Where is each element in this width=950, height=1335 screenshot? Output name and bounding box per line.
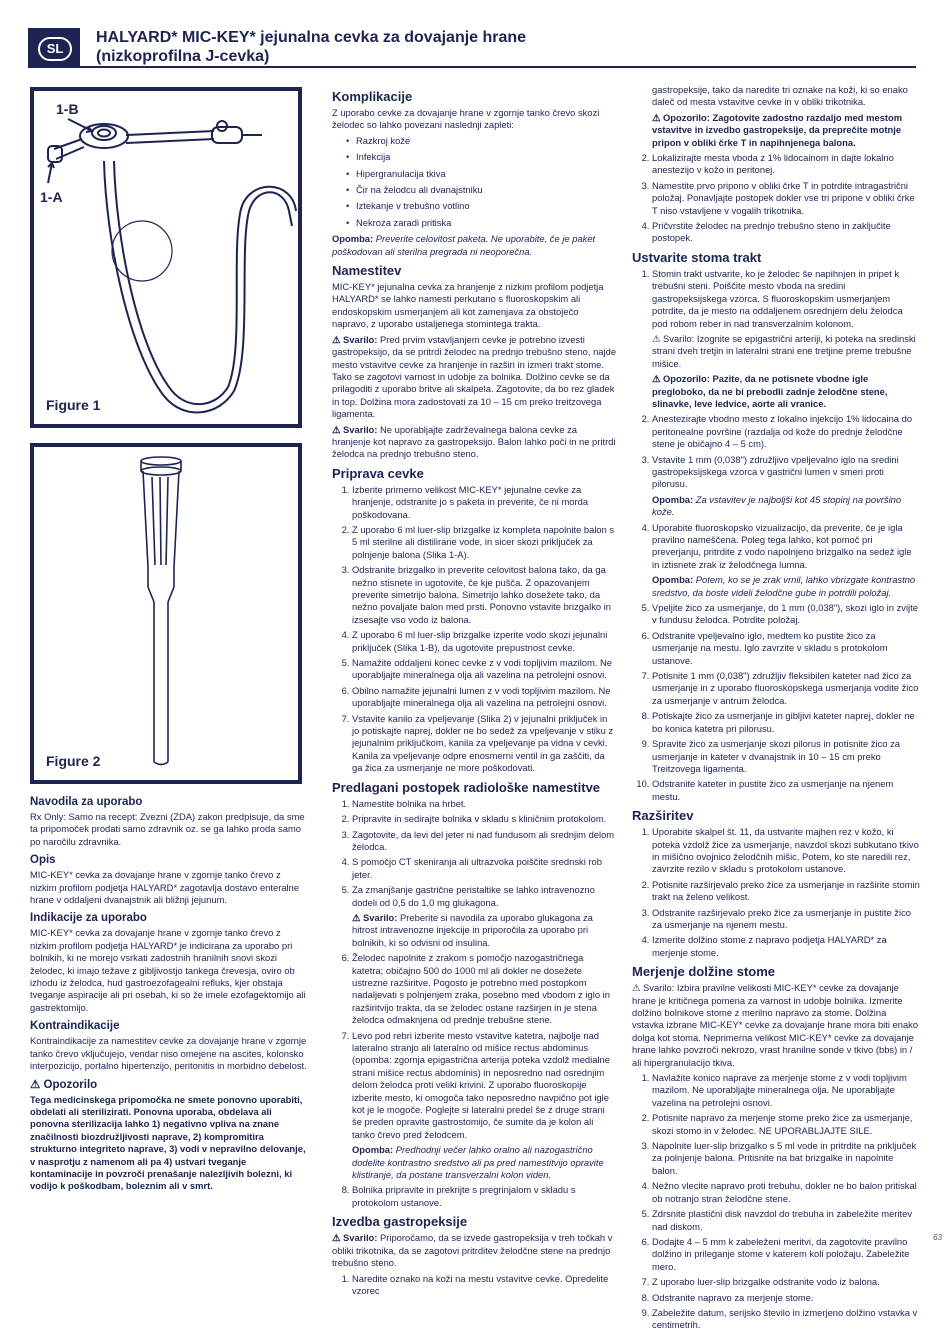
jejunal-tube-illustration — [34, 91, 298, 424]
list-item: 1. Uporabite skalpel št. 11, da ustvarite majhen rez v kožo, ki poteka vzdolž žice za usmerjanje, navzdol skozi subkutano tkivo in mišično ovojnico želodčnih mišic. Potem, ko ste naredili rez, zavrzite rezilo v skladu s protokolom ustanove. — [652, 826, 920, 876]
warning-glukagon — [332, 912, 617, 949]
list-item: 3. Odstranite razširjevalo preko žice za usmerjanje in pustite žico za usmerjanje na njenem mestu. — [652, 907, 920, 932]
note-kontrast — [332, 1144, 617, 1181]
list-item: 6. Obilno namažite jejunalni lumen z v vodi topljivim mazilom. Ne uporabljajte mineralnega olja ali vazelina na petrolejni osnovi. — [352, 685, 617, 710]
warning-igla: ⚠ Opozorilo: Pazite, da ne potisnete vbodne igle pregloboko, da ne bi prebodli zadnje želodčne stene, slinavke, leve ledvice, aorte ali vranice. — [652, 373, 888, 409]
list-item: 5. Za zmanjšanje gastrične peristaltike se lahko intravenozno dodeli od 0,5 do 1,0 mg glukagona. — [352, 884, 617, 909]
heading-komplikacije: Komplikacije — [332, 89, 413, 104]
list-item: 4. Izmerite dolžino stome z napravo podjetja HALYARD* za merjenje stome. — [652, 934, 920, 959]
warning-label: ⚠ Svarilo: — [352, 911, 398, 923]
list-item: 3. Namestite prvo pripono v obliki črke T in potrdite intragastrični položaj. Ponavljajte postopek dokler vse tri pripone v obliki črke T niso vstavljene v vogalih trikotnika. — [652, 180, 920, 217]
list-item: 1. Stomin trakt ustvarite, ko je želodec še napihnjen in pripet k trebušni steni. Poiščite mesto vboda na sredini gastropeksijskega vzorca. S fluoroskopskim usmerjanjem potrdite, da je mesto na oddaljenem osrednjem delu želodca pod robom reber in nad transverzalnim kolonom. — [652, 268, 920, 330]
list-item: 7. Z uporabo luer-slip brizgalke odstranite vodo iz balona. — [652, 1276, 920, 1288]
heading-kontraindikacije: Kontraindikacije — [30, 1020, 120, 1033]
text-gastropeksija-cont: gastropeksije, tako da naredite tri oznake na koži, ki so enako daleč od mesta vstavitve cevke in v obliki trikotnika. — [652, 84, 908, 108]
list-item: 4. Pričvrstite želodec na prednjo trebušno steno in zaključite postopek. — [652, 220, 920, 245]
title-line-1: HALYARD* MIC-KEY* jejunalna cevka za dovajanje hrane — [96, 29, 527, 46]
text-komplikacije: Z uporabo cevke za dovajanje hrane v zgornje tanko črevo skozi želodec so lahko povezani naslednji zapleti: — [332, 107, 600, 131]
list-item: 10. Odstranite kateter in pustite žico za usmerjanje na njenem mestu. — [652, 778, 920, 803]
list-item: • Čir na želodcu ali dvanajstniku — [356, 184, 617, 196]
figure-1-box — [30, 87, 302, 428]
note-label: Opomba: — [352, 1144, 394, 1156]
list-item: 4. Z uporabo 6 ml luer-slip brizgalke izperite vodo skozi jejunalni priključek (Slika 1-B), da ugotovite prepustnost cevke. — [352, 629, 617, 654]
list-item: • Infekcija — [356, 151, 617, 163]
list-item: 8. Potiskajte žico za usmerjanje in gibljivi kateter naprej, dokler ne bo konica katetra pri pilorusu. — [652, 710, 920, 735]
list-item: 3. Odstranite brizgalko in preverite celovitost balona tako, da ga nežno stisnete in ugotovite, če kje pušča. Z opazovanjem preverite simetrijo balona. Simetrijo lahko dosežete tako, da nežno povaljate balon med prsti. Ponovno vstavite brizgalko in izsesajte vso vodo iz balona. — [352, 564, 617, 626]
list-razsiritev — [632, 826, 920, 959]
heading-namestitev: Namestitev — [332, 263, 402, 279]
column-1 — [30, 790, 308, 1196]
list-item: 1. Navlažite konico naprave za merjenje stome z v vodi topljivim mazilom. Ne uporabljajte mineralnega olja. Ne uporabljajte vazelina na petrolejni osnovi. — [652, 1072, 920, 1109]
list-radioloska — [332, 798, 617, 909]
heading-opis: Opis — [30, 854, 56, 867]
list-item: 2. Pripravite in sedirajte bolnika v skladu s kliničnim protokolom. — [352, 813, 617, 825]
note-text: Preverite celovitost paketa. Ne uporabite, če je paket poškodovan ali sterilna pregrada ni neoporečna. — [332, 233, 596, 257]
warning-arterija: ⚠ Svarilo: Izognite se epigastrični arteriji, ki poteka na sredinski strani dveh tretjin in lateralni strani ene tretjine preme trebušne mišice. — [652, 332, 916, 369]
text-opis: MIC-KEY* cevka za dovajanje hrane v zgornje tanko črevo z nizkim profilom podjetja HALYARD* zagotavlja dostavo enteralne hrane v oddaljeni dvanajstnik ali bližnji jejunum. — [30, 869, 300, 906]
list-item: 2. Potisnite napravo za merjenje stome preko žice za usmerjanje, skozi stomo in v želodec. NE UPORABLJAJTE SILE. — [652, 1112, 920, 1137]
warning-label: ⚠ Svarilo: — [332, 423, 378, 435]
list-item: 4. Nežno vlecite napravo proti trebuhu, dokler ne bo balon pritiskal ob notranjo stran želodčne stene. — [652, 1180, 920, 1205]
column-2 — [332, 84, 617, 1300]
list-item: 9. Spravite žico za usmerjanje skozi pilorus in potisnite žico za usmerjanje in kateter v dvanajstnik in 10 – 15 cm preko Treitzovega ligamenta. — [652, 738, 920, 775]
list-item: 6. Dodajte 4 – 5 mm k zabeleženi meritvi, da zagotovite pravilno dolžino in prileganje stome v katerem koli položaju. Zabeležite mero. — [652, 1236, 920, 1273]
list-item: 7. Vstavite kanilo za vpeljevanje (Slika 2) v jejunalni priključek in jo potiskajte naprej, dokler ne bo sedež za vpeljevanje v stiku z jejunalnim priključkom, kanila za vpeljevanje pa vidna v cevki. Kanila za vpeljevanje odpre enosmerni ventil in ga zaščiti, da ga žica za usmerjanje ne more poškodovati. — [352, 713, 617, 775]
list-stoma-2 — [632, 413, 920, 490]
note-label: Opomba: — [652, 493, 694, 505]
list-stoma — [632, 268, 920, 330]
list-item: 2. Lokalizirajte mesta vboda z 1% lidocainom in dajte lokalno anestezijo v kožo in peritonej. — [652, 152, 920, 177]
warning-gastropeksija-tocke — [332, 1232, 617, 1269]
list-priprava — [332, 484, 617, 775]
list-item: 1. Naredite oznako na koži na mestu vstavitve cevke. Opredelite vzorec — [352, 1273, 617, 1298]
list-item: 5. Vpeljite žico za usmerjanje, do 1 mm (0,038"), skozi iglo in zvijte v fundusu želodca. Potrdite položaj. — [652, 602, 920, 627]
column-3 — [632, 84, 920, 1335]
list-item: • Iztekanje v trebušno votlino — [356, 200, 617, 212]
list-item: 1. Izberite primerno velikost MIC-KEY* jejunalne cevke za hranjenje, odstranite jo s paketa in preverite, če ni morda poškodovana. — [352, 484, 617, 521]
heading-navodila: Navodila za uporabo — [30, 796, 143, 808]
list-item: 8. Bolnika pripravite in prekrijte s pregrinjalom v skladu s protokolom ustanove. — [352, 1184, 617, 1209]
note-text: Predhodnji večer lahko oralno ali nazogastrično dodelite kontrastno sredstvo ali pa pred namestitvijo opravite klistiranje, da postane transverzalni kolon viden. — [352, 1144, 604, 1181]
page-number: 63 — [933, 1233, 942, 1242]
list-item: 8. Odstranite napravo za merjenje stome. — [652, 1292, 920, 1304]
header-rule — [28, 66, 916, 68]
warning-balon — [332, 424, 617, 461]
warning-label: ⚠ Svarilo: — [332, 333, 378, 345]
list-item: 6. Želodec napolnite z zrakom s pomočjo nazogastričnega katetra; običajno 500 do 1000 ml ali dokler ne dosežete ustrezne razširitve. Pogosto je potrebno med postopkom nadaljevati s polnjenjem zraka, posebno med vbodom z iglo in razširitvijo trakta, da se želodec ostane razširjen in je stena želodca odmaknjena od prednje trebušne stene. — [352, 952, 617, 1026]
note-kot — [632, 494, 920, 519]
warning-text: Priporočamo, da se izvede gastropeksija v treh točkah v obliki trikotnika, da se zagotovi pritrditev želodčne stene na prednjo trebušno steno. — [332, 1232, 613, 1269]
list-item: 4. Uporabite fluoroskopsko vizualizacijo, da preverite, če je igla pravilno nameščena. Poleg tega lahko, kot pomoč pri preverjanju, pritrdite z vodo napolnjeno brizgalko na sedež igle in iztisnete zrak iz želodčnega lumna. — [652, 522, 920, 572]
note-paket — [332, 233, 617, 258]
list-item: 5. Namažite oddaljeni konec cevke z v vodi topljivim mazilom. Ne uporabljajte mineralnega olja ali vazelina na petrolejni osnovi. — [352, 657, 617, 682]
warning-gastropeksija — [332, 334, 617, 421]
note-kontrastno — [632, 574, 920, 599]
figure-2-box — [30, 443, 302, 784]
warning-velikost: ⚠ Svarilo: Izbira pravilne velikosti MIC-KEY* cevke za dovajanje hrane je kritičnega pomena za varnost in udobje bolnika. Izmerite dolžino bolnikove stome z merilno napravo za stome. Dolžina vstavka izbrane MIC-KEY* cevke za dovajanje hrane mora biti enako dolga kot stoma. Neprimerna velikost MIC-KEY* cevke za dovajanje hrane lahko povzroči nekrozo, vrast hranilne sonde v tkivo (bbs) in / ali hipergranulacijo tkiva. — [632, 982, 919, 1068]
heading-gastropeksija: Izvedba gastropeksije — [332, 1214, 468, 1230]
text-indikacije: MIC-KEY* cevka za dovajanje hrane v zgornje tanko črevo z nizkim profilom podjetja HALYARD* je indicirana za uporabo pri bolnikih, ki ne morejo vsrkati zadostnih hranilnih snovi skozi želodec, ki imajo težave z gibljivostjo tankega črevesja, oviro ob izhodu iz želodca, hud gastroezofagealni refluks, kjer obstaja tveganje aspiracije ali pri osebah, ki so že imele ezofagektomijo ali gastrektomijo. — [30, 927, 306, 1013]
title-line-2: (nizkoprofilna J-cevka) — [96, 48, 270, 65]
figure-2-label: Figure 2 — [46, 753, 101, 769]
list-item: 7. Potisnite 1 mm (0,038") združljiv fleksibilen kateter nad žico za usmerjanje in z uporabo fluoroskopskega usmerjanja vodite žico za usmerjanje v antrum želodca. — [652, 670, 920, 707]
list-item: 3. Zagotovite, da levi del jeter ni nad fundusom ali srednjim delom želodca. — [352, 829, 617, 854]
list-merjenje — [632, 1072, 920, 1332]
warning-text: Preberite si navodila za uporabo glukagona za hitrost intravenozne injekcije in priporočila za uporabo pri bolnikih, ki so odvisni od insulina. — [352, 911, 593, 948]
list-item: 4. S pomočjo CT skeniranja ali ultrazvoka poiščite srednski rob jeter. — [352, 856, 617, 881]
list-item: • Nekroza zaradi pritiska — [356, 217, 617, 229]
warning-text: Ne uporabljajte zadrževalnega balona cevke za hranjenje kot napravo za gastropeksijo. Balon lahko poči in ne pritrdi želodca na prednjo trebušno steno. — [332, 423, 616, 460]
list-item: 7. Levo pod rebri izberite mesto vstavitve katetra, najbolje nad lateralno stranjo ali lateralno od mišice rectus abdominus (opomba: zgornja epigastrična arterija poteka vzdolž medialne strani mišice rectus abdominis) in neposredno nad osrednjim delom želodca proti veliki krivini. Z uporabo fluoroskopije izberite mesto, ki omogoča tako neposredno navpično pot igle kot je le mogoče. Poglejte si lateralni predel še z druge strani še preden opravite gastrostomijo, če sumite da je kolon ali tanko črevo pred želodcem. — [352, 1030, 617, 1142]
list-item: • Hipergranulacija tkiva — [356, 168, 617, 180]
page-header — [28, 28, 916, 68]
list-item: 3. Napolnite luer-slip brizgalko s 5 ml vode in pritrdite na priključek za polnjenje balona. Pritisnite na bat brizgalke in napolnite balon. — [652, 1140, 920, 1177]
language-badge — [28, 28, 80, 68]
heading-opozorilo: ⚠ Opozorilo — [30, 1078, 98, 1091]
heading-razsiritev: Razširitev — [632, 808, 694, 824]
list-item: 6. Odstranite vpeljevalno iglo, medtem ko pustite žico za usmerjanje na mestu. Iglo zavrzite v skladu s protokolom ustanove. — [652, 630, 920, 667]
note-label: Opomba: — [332, 233, 374, 245]
note-label: Opomba: — [652, 574, 694, 586]
list-gastropeksija — [332, 1273, 617, 1298]
list-stoma-3 — [632, 522, 920, 572]
list-stoma-4 — [632, 602, 920, 803]
language-code: SL — [38, 37, 72, 61]
document-title — [96, 28, 526, 66]
heading-merjenje: Merjenje dolžine stome — [632, 964, 776, 980]
figure-1-callout-a: 1-A — [40, 189, 63, 205]
heading-indikacije: Indikacije za uporabo — [30, 912, 147, 925]
list-item: 9. Zabeležite datum, serijsko število in izmerjeno dolžino vstavka v centimetrih. — [652, 1307, 920, 1332]
warning-razdalja: ⚠ Opozorilo: Zagotovite zadostno razdaljo med mestom vstavitve in izvedbo gastropeksije, da preprečite motnje pripon v obliki črke T in napihnjenega balona. — [652, 111, 903, 148]
text-opozorilo: Tega medicinskega pripomočka ne smete ponovno uporabiti, obdelati ali sterilizirati. Ponovna uporaba, obdelava ali ponovna sterilizacija lahko 1) negativno vpliva na znane značilnosti biozdružljivosti naprave, 2) kompromitira strukturno integriteto naprave, 3) vodi v nepravilno delovanje, v nasprotju z namenom ali pa 4) ustvari tveganje kontaminacije in povzroči prenašanje nalezljivih bolezni, ki vodijo k poškodbam, boleznim ali v smrt. — [30, 1093, 306, 1192]
text-namestitev: MIC-KEY* jejunalna cevka za hranjenje z nizkim profilom podjetja HALYARD* se lahko namesti perkutano s fluoroskopskim ali endoskopskim usmerjanjem ali kot zamenjava za obstoječo napravo, z uporabo ustaljenega stomintega trakta. — [332, 281, 604, 330]
list-item: 2. Potisnite razširjevalo preko žice za usmerjanje in razširite stomin trakt na želeno velikost. — [652, 879, 920, 904]
note-text: Potem, ko se je zrak vrnil, lahko vbrizgate kontrastno sredstvo, da boste videli želodčne gube in potrdili položaj. — [652, 574, 916, 598]
list-item: 2. Anestezirajte vbodno mesto z lokalno injekcijo 1% lidocaina do peritonealne površine (razdalja od kože do prednje želodčne stene je običajno 4 – 5 cm). — [652, 413, 920, 450]
note-text: Za vstavitev je najboljši kot 45 stopinj na površino kože. — [652, 493, 902, 518]
warning-label: ⚠ Svarilo: — [332, 1232, 378, 1244]
list-radioloska-cont — [332, 952, 617, 1141]
list-item: 1. Namestite bolnika na hrbet. — [352, 798, 617, 810]
warning-text: Pred prvim vstavljanjem cevke je potrebno izvesti gastropeksijo, da se pritrdi želodec na prednjo trebušno steno, najde mesto vstavitve cevke za hranjenje in razširi in izmeri trakt stome. Tako se zagotovi varnost in udobje za bolnika. Dolžino cevke se da prilagoditi z uporabo britve ali skalpela. Zagotovite, da bo rez gladek in top. Dolžina mora zadostovati za 10 – 15 cm preko treitzovega ligamenta. — [332, 333, 617, 420]
heading-radioloska: Predlagani postopek radiološke namestitve — [332, 779, 601, 795]
text-navodila: Rx Only: Samo na recept: Zvezni (ZDA) zakon predpisuje, da sme ta pripomoček prodati samo zdravnik oz. se ga lahko proda samo po naročilu zdravnika. — [30, 811, 305, 847]
list-item: 3. Vstavite 1 mm (0,038") združljivo vpeljevalno iglo na sredini gastropeksijskega vzorca v gastrični lumen v smeri proti pilorusu. — [652, 454, 920, 491]
list-item: 2. Z uporabo 6 ml luer-slip brizgalke iz kompleta napolnite balon s 5 ml sterilne ali distilirane vode, in sicer skozi priključek za polnjenje balona (Slika 1-A). — [352, 524, 617, 561]
list-item: • Razkroj kože — [356, 135, 617, 147]
list-item: 5. Zdrsnite plastični disk navzdol do trebuha in zabeležite meritev nad diskom. — [652, 1208, 920, 1233]
heading-priprava: Priprava cevke — [332, 465, 424, 481]
figure-1-label: Figure 1 — [46, 397, 101, 413]
introducer-cannula-illustration — [34, 447, 298, 780]
figure-1-callout-b: 1-B — [56, 101, 79, 117]
heading-stoma-trakt: Ustvarite stoma trakt — [632, 249, 762, 265]
list-komplikacije — [332, 135, 617, 229]
list-gastropeksija-cont — [632, 152, 920, 245]
list-radioloska-end — [332, 1184, 617, 1209]
text-kontraindikacije: Kontraindikacije za namestitev cevke za dovajanje hrane v zgornje tanko črevo vključujejo, vendar niso omejene na ascites, kolonsko interpozicijo, portalno hipertenzijo, peritonitis in morbidno debelost. — [30, 1035, 307, 1072]
